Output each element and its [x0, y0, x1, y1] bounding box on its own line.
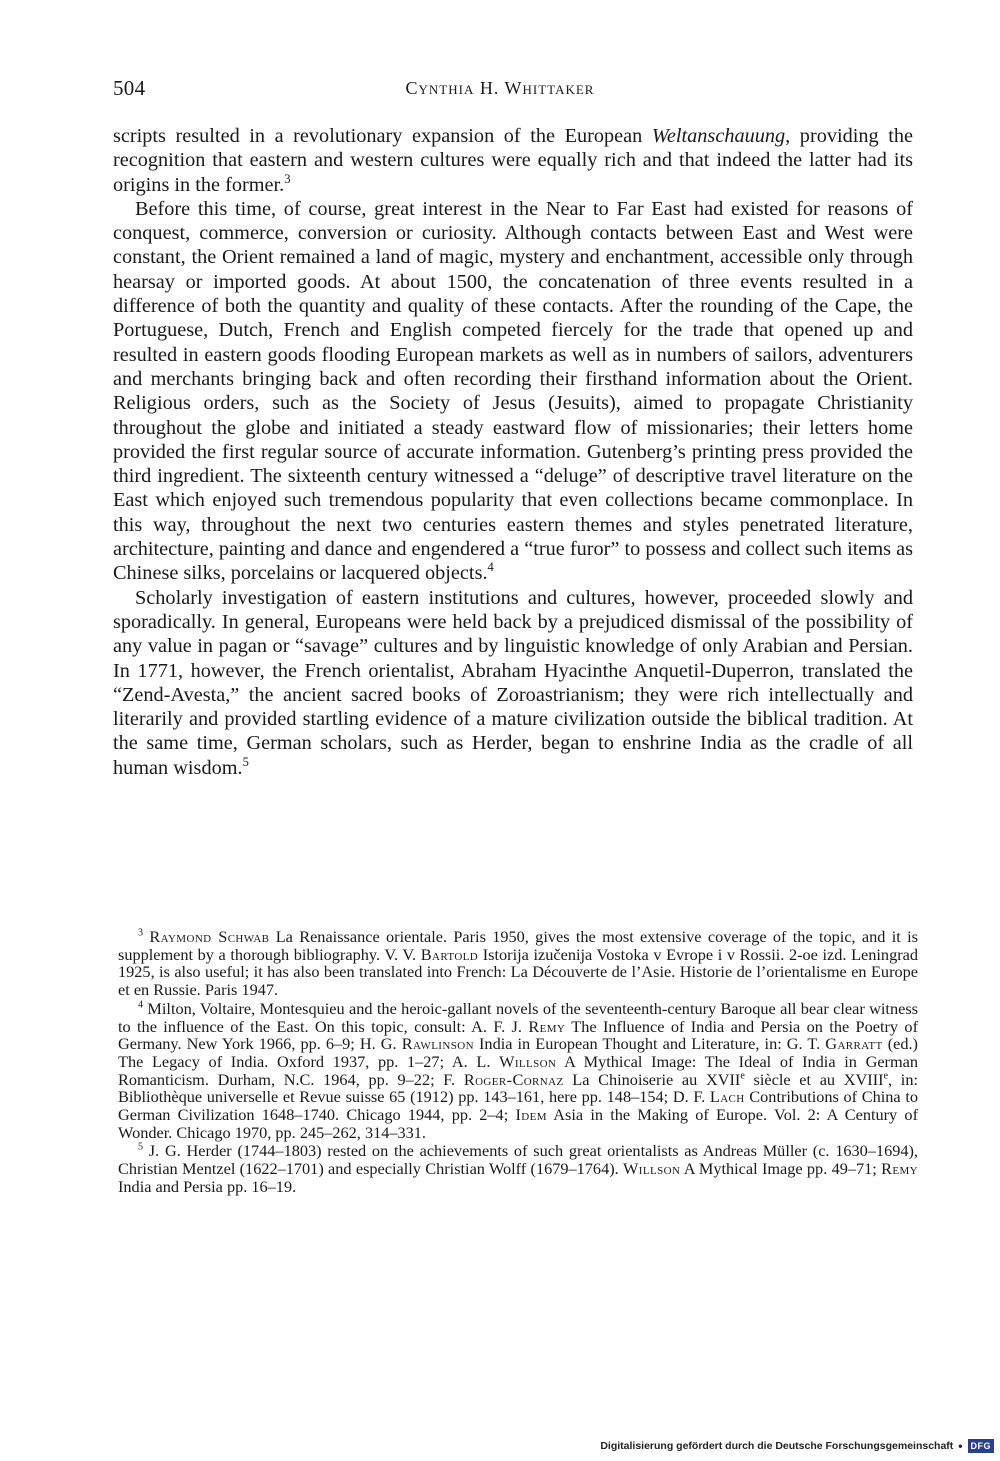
fn4-text-10: Asia in the Making of Europe. Vol. 2: A Century of Wonder. Chicago 1970, pp. 245–262, 314–331.: [118, 1105, 918, 1142]
footnote-4-number: 4: [138, 999, 144, 1011]
body-text: [113, 124, 913, 780]
fn4-garratt: Garratt: [825, 1034, 883, 1054]
fn3-author-2: Bartold: [420, 944, 479, 964]
fn4-willson: Willson: [499, 1051, 557, 1071]
fn3-text-1: La Renaissance orientale. Paris 1950, gives the most extensive coverage of the topic, and it is supplement by a thorough bibliography. V. V.: [118, 927, 918, 964]
footnote-3: [118, 928, 918, 999]
footnote-ref-5: 5: [242, 754, 249, 769]
fn4-sup-1: e: [740, 1070, 745, 1082]
footnote-5-number: 5: [138, 1142, 144, 1154]
fn4-text-9: Contributions of China to German Civilization 1648–1740. Chicago 1944, pp. 2–4;: [118, 1087, 918, 1125]
credit-text: Digitalisierung gefördert durch die Deutsche Forschungsgemeinschaft: [600, 1440, 954, 1452]
fn4-text-4: (ed.) The Legacy of India. Oxford 1937, pp. 1–27; A. L.: [118, 1034, 918, 1071]
fn5-text-2: A Mythical Image pp. 49–71;: [680, 1159, 882, 1179]
digitization-credit: [600, 1439, 994, 1453]
fn3-text-2: Istorija izučenija Vostoka v Evrope i v Rossii. 2-oe izd. Leningrad 1925, is also useful; it has also been translated into French: La Découverte de l’Asie. Historie de l’orientalisme en Europe et en Russie. Paris 1947.: [118, 944, 918, 1000]
footnote-5: [118, 1142, 918, 1195]
p2-text: Before this time, of course, great interest in the Near to Far East had existed for reasons of conquest, commerce, conversion or curiosity. Although contacts between East and West were constant, the Orient remained a land of magic, mystery and enchantment, accessible only through hearsay or imported goods. At about 1500, the concatenation of three events resulted in a difference of both the quantity and quality of these contacts. After the rounding of the Cape, the Portuguese, Dutch, French and English competed fiercely for the trade that opened up and resulted in eastern goods flooding European markets as well as in numbers of sailors, adventurers and merchants bringing back and often recording their firsthand information about the Orient. Religious orders, such as the Society of Jesus (Jesuits), aimed to propagate Christianity throughout the globe and initiated a steady eastward flow of missionaries; their letters home provided the first regular source of accurate information. Gutenberg’s printing press provided the third ingredient. The sixteenth century witnessed a “deluge” of descriptive travel literature on the East which enjoyed such tremendous popularity that even collections became commonplace. In this way, throughout the next two centuries eastern themes and styles penetrated literature, architecture, painting and dance and engendered a “true furor” to possess and collect such items as Chinese silks, porcelains or lacquered objects.: [113, 197, 913, 585]
paragraph-2: [113, 197, 913, 586]
paragraph-3: [113, 586, 913, 780]
footnotes: [118, 928, 918, 1197]
fn4-sup-2: e: [883, 1070, 889, 1082]
footnote-ref-3: 3: [284, 171, 291, 186]
fn5-text-1: J. G. Herder (1744–1803) rested on the achievements of such great orientalists as Andreas Müller (c. 1630–1694), Christian Mentzel (1622–1701) and especially Christian Wolff (1679–1764).: [118, 1141, 918, 1179]
fn4-lach: Lach: [709, 1087, 745, 1107]
fn4-text-1: Milton, Voltaire, Montesquieu and the heroic-gallant novels of the seventeenth-century Baroque all bear clear witness to the influence of the East. On this topic, consult: A. F. J.: [118, 998, 918, 1036]
paragraph-1: [113, 124, 913, 197]
fn4-text-3: India in European Thought and Literature, in: G. T.: [473, 1034, 826, 1054]
fn4-text-2: The Influence of India and Persia on the Poetry of Germany. New York 1966, pp. 6–9; H. G.: [118, 1016, 918, 1054]
footnote-ref-4: 4: [487, 560, 494, 575]
fn5-text-3: India and Persia pp. 16–19.: [118, 1176, 297, 1196]
fn4-rawlinson: Rawlinson: [401, 1034, 474, 1054]
fn4-text-8: , in: Bibliothèque universelle et Revue suisse 65 (1912) pp. 143–161, here pp. 148–154; D. F.: [118, 1069, 918, 1107]
fn4-idem: Idem: [515, 1105, 547, 1125]
footnote-4: [118, 1000, 918, 1142]
p1-italic-term: Weltanschauung: [651, 125, 786, 147]
dfg-logo: DFG: [968, 1439, 995, 1453]
fn4-roger: Roger-Cornaz: [463, 1069, 564, 1089]
fn5-remy: Remy: [881, 1159, 919, 1179]
fn4-remy: Remy: [528, 1016, 566, 1036]
footnote-3-number: 3: [138, 927, 144, 939]
p1-text-a: scripts resulted in a revolutionary expansion of the European: [113, 125, 652, 147]
p3-text: Scholarly investigation of eastern institutions and cultures, however, proceeded slowly and sporadically. In general, Europeans were held back by a prejudiced dismissal of the possibility of any value in pagan or “savage” cultures and by linguistic knowledge of only Arabian and Persian. In 1771, however, the French orientalist, Abraham Hyacinthe Anquetil-Duperron, translated the “Zend-Avesta,” the ancient sacred books of Zoroastrianism; they were rich intellectually and literarily and provided startling evidence of a mature civilization outside the biblical tradition. At the same time, German scholars, such as Herder, began to enshrine India as the cradle of all human wisdom.: [113, 586, 913, 779]
fn5-willson: Willson: [623, 1159, 681, 1179]
page-number: 504: [113, 76, 146, 100]
credit-separator: •: [958, 1439, 963, 1453]
fn4-text-6: La Chinoiserie au XVII: [563, 1069, 741, 1089]
fn4-text-7: siècle et au XVIII: [744, 1069, 884, 1089]
fn4-text-5: A Mythical Image: The Ideal of India in German Romanticism. Durham, N.C. 1964, pp. 9–22; F.: [118, 1051, 919, 1089]
running-head: Cynthia H. Whittaker: [405, 78, 595, 98]
fn3-author: Raymond Schwab: [149, 927, 270, 946]
p1-text-c: , providing the recognition that eastern and western cultures were equally rich and that indeed the latter had its origins in the former.: [113, 125, 914, 196]
